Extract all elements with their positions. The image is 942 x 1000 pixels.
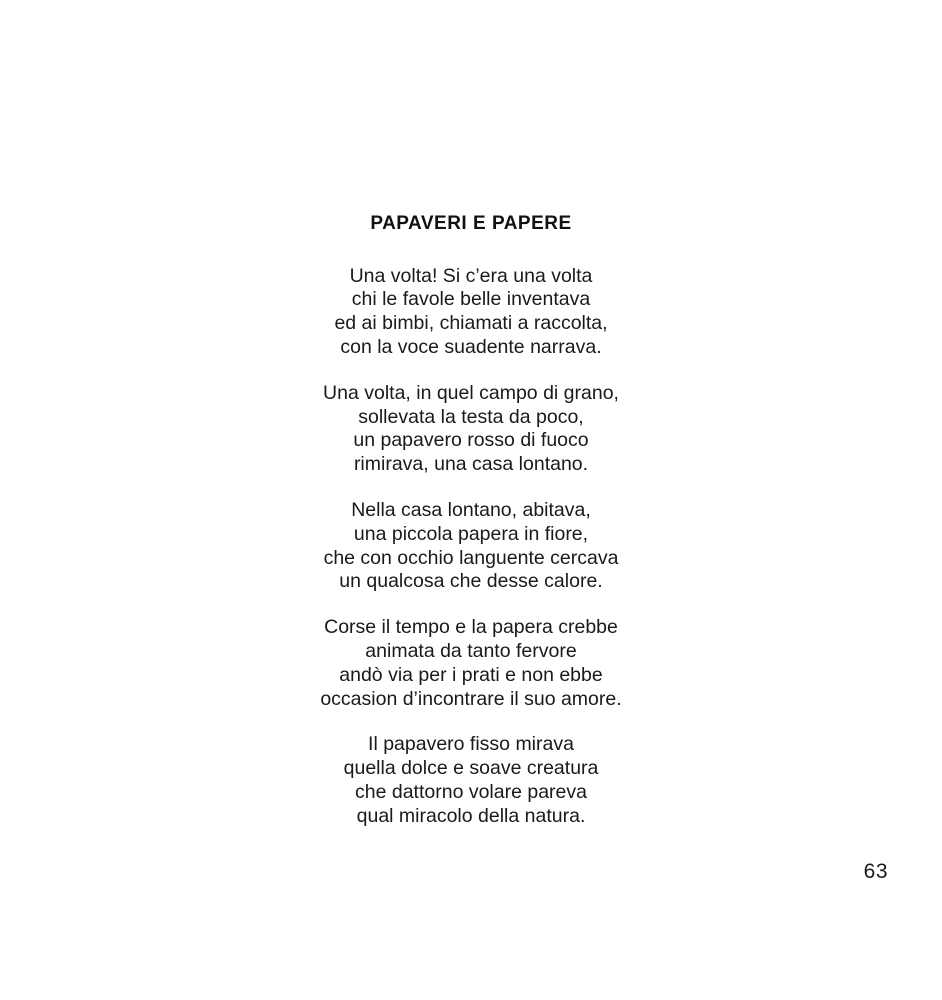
verse-line: sollevata la testa da poco, bbox=[358, 405, 584, 428]
verse-line: andò via per i prati e non ebbe bbox=[339, 663, 603, 686]
verse-line: ed ai bimbi, chiamati a raccolta, bbox=[334, 312, 608, 335]
verse-line: un papavero rosso di fuoco bbox=[353, 429, 589, 452]
page-number: 63 bbox=[863, 860, 888, 883]
verse-line: animata da tanto fervore bbox=[365, 640, 577, 663]
verse-line: chi le favole belle inventava bbox=[351, 288, 591, 311]
stanza bbox=[0, 382, 942, 477]
verse-line: un qualcosa che desse calore. bbox=[339, 570, 603, 593]
poem-body bbox=[0, 212, 942, 829]
verse-line: Una volta, in quel campo di grano, bbox=[323, 381, 619, 404]
verse-line: Nella casa lontano, abitava, bbox=[351, 499, 591, 522]
stanza bbox=[0, 616, 942, 711]
verse-line: quella dolce e soave creatura bbox=[343, 757, 599, 780]
verse-line: Corse il tempo e la papera crebbe bbox=[324, 616, 618, 639]
stanza bbox=[0, 265, 942, 360]
verse-line: una piccola papera in fiore, bbox=[353, 522, 589, 545]
page-title: PAPAVERI E PAPERE bbox=[370, 213, 572, 234]
verse-line: che con occhio languente cercava bbox=[323, 546, 619, 569]
verse-line: occasion d’incontrare il suo amore. bbox=[320, 687, 622, 710]
verse-line: Il papavero fisso mirava bbox=[368, 733, 574, 756]
verse-line: con la voce suadente narrava. bbox=[340, 336, 602, 359]
verse-line: che dattorno volare pareva bbox=[355, 781, 587, 804]
stanza bbox=[0, 499, 942, 594]
verse-line: rimirava, una casa lontano. bbox=[353, 453, 589, 476]
stanza bbox=[0, 733, 942, 828]
verse-line: qual miracolo della natura. bbox=[356, 804, 586, 827]
verse-line: Una volta! Si c’era una volta bbox=[349, 264, 593, 287]
